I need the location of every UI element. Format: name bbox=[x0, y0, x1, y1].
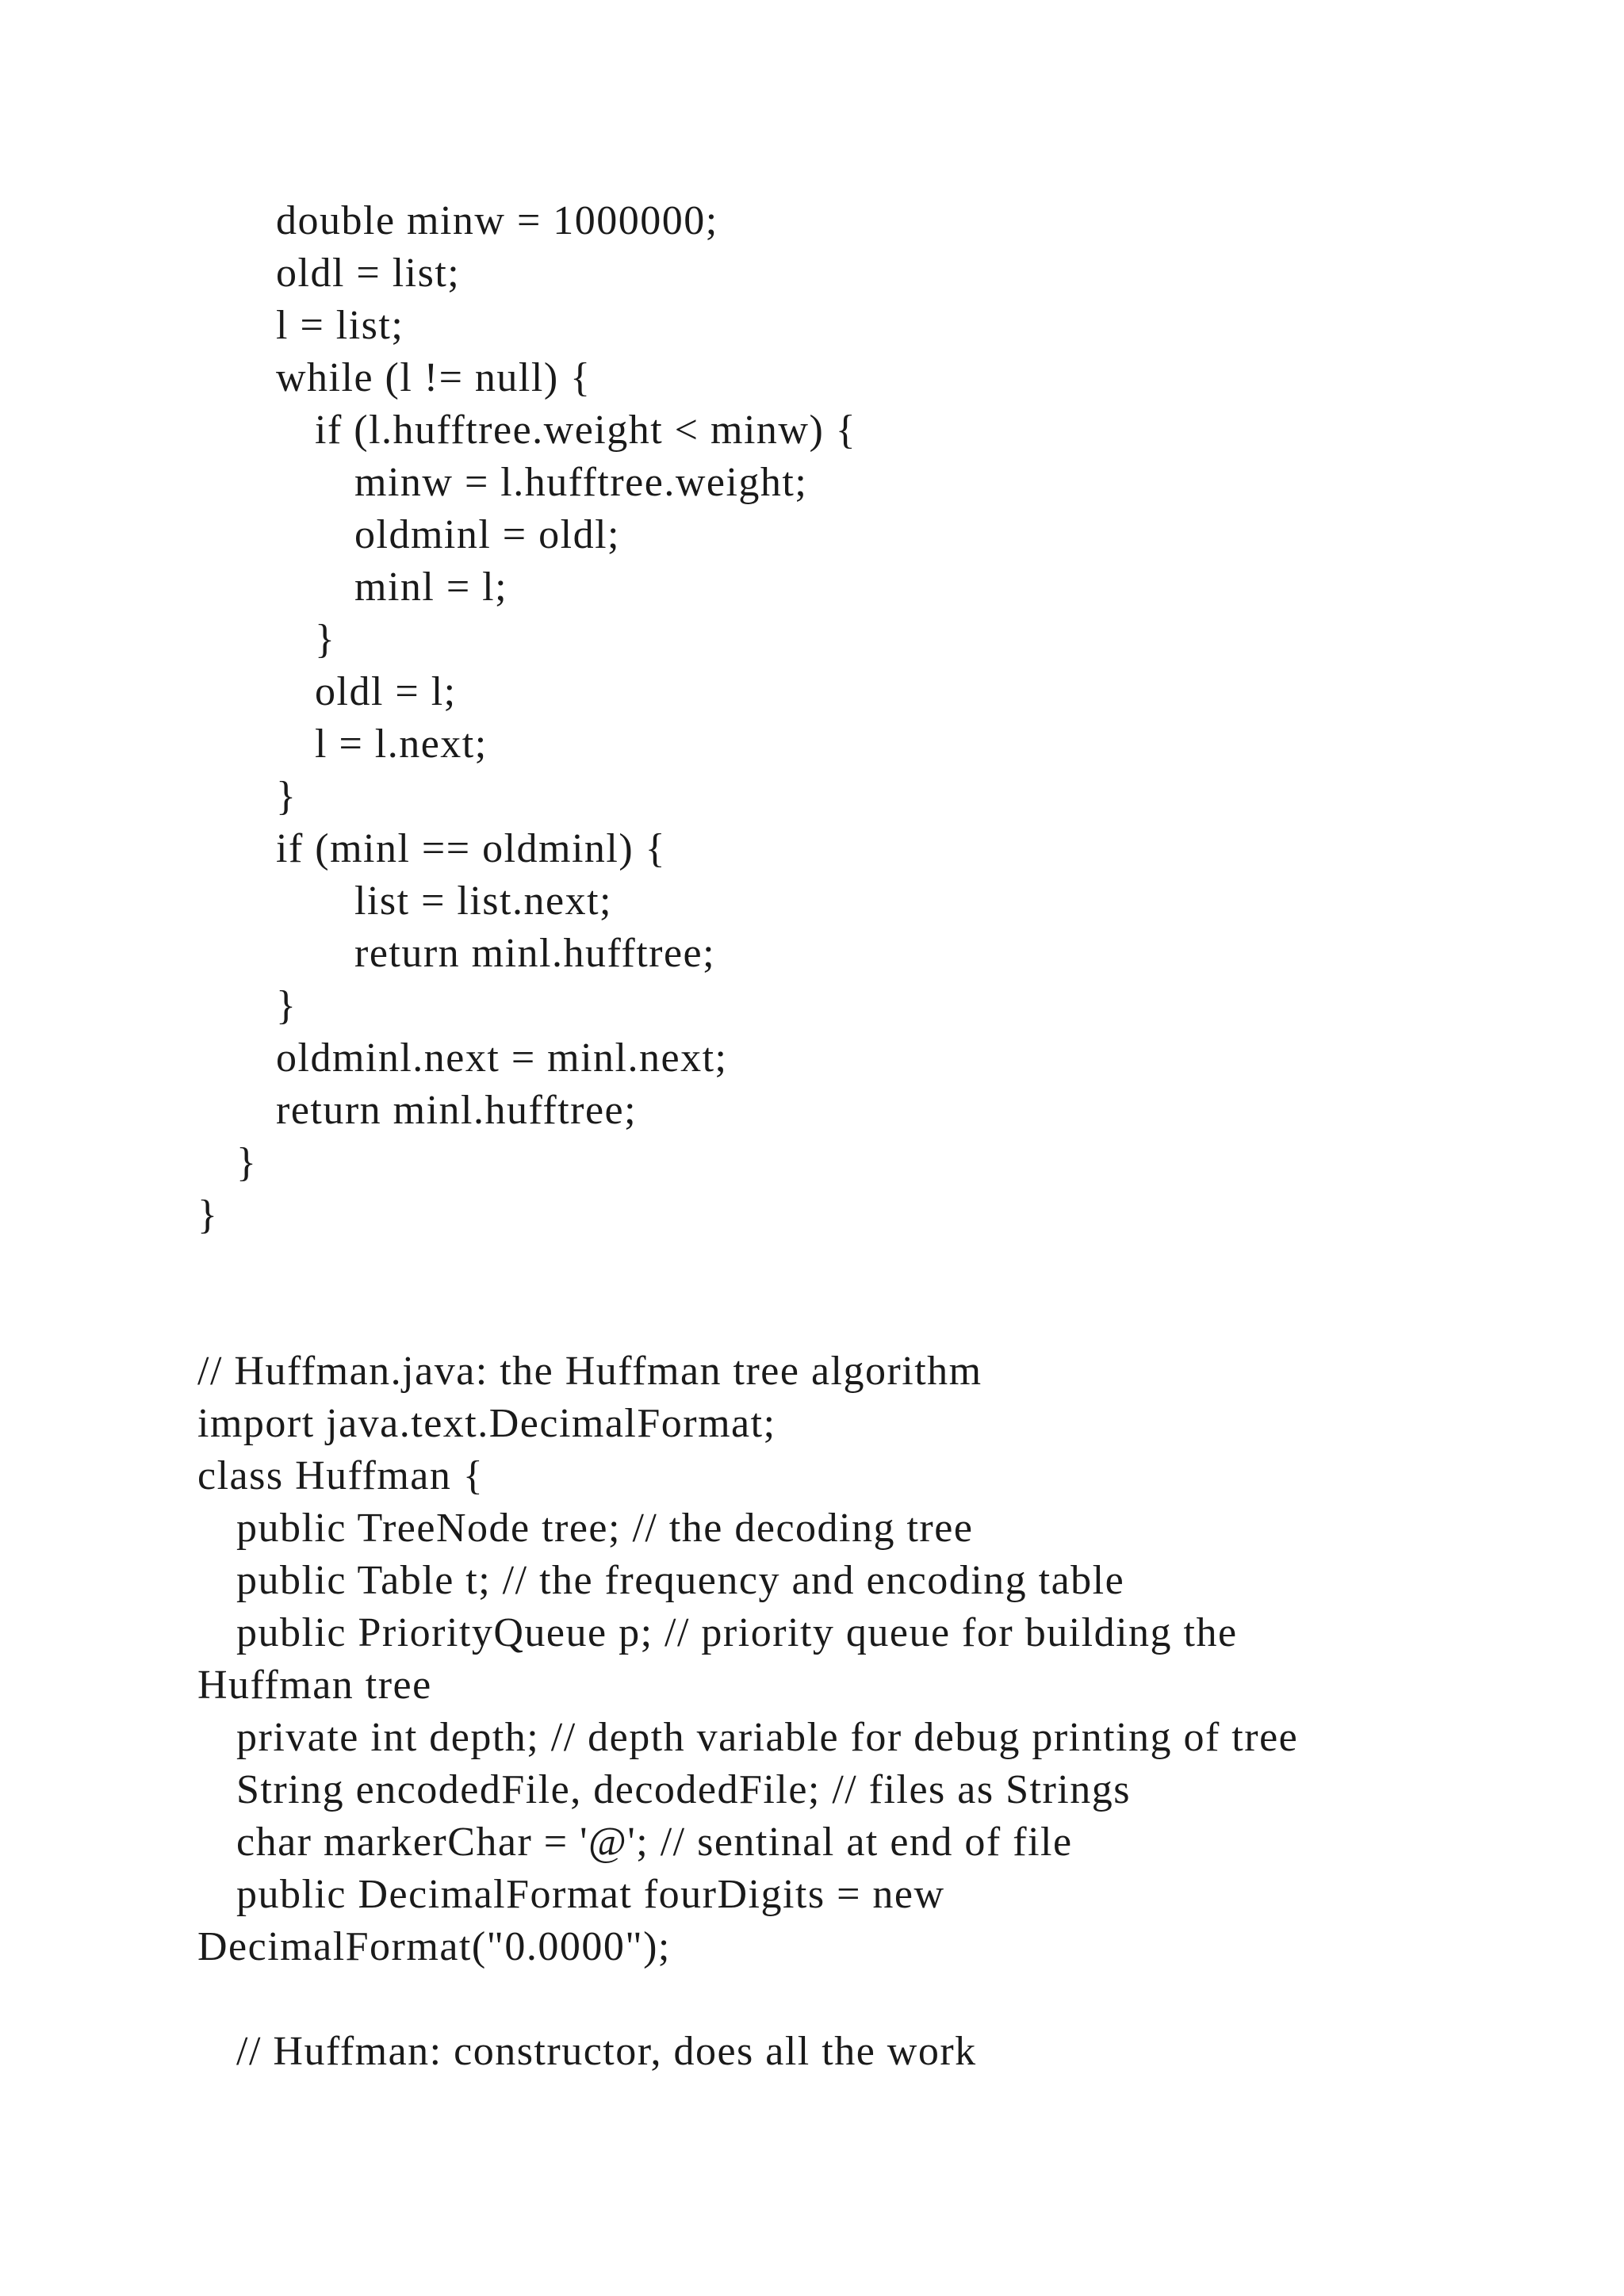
code-line: } bbox=[276, 983, 297, 1028]
code-line: if (minl == oldminl) { bbox=[276, 826, 667, 871]
code-line: while (l != null) { bbox=[276, 355, 592, 400]
code-line: l = l.next; bbox=[315, 721, 488, 767]
code-line: import java.text.DecimalFormat; bbox=[197, 1401, 776, 1446]
code-line: public PriorityQueue p; // priority queue for building the bbox=[236, 1610, 1238, 1655]
code-line: return minl.hufftree; bbox=[354, 931, 716, 976]
code-line: minl = l; bbox=[354, 564, 508, 610]
code-line: oldl = l; bbox=[315, 669, 457, 714]
code-comment-line: // Huffman.java: the Huffman tree algorithm bbox=[197, 1349, 982, 1394]
code-line: } bbox=[315, 617, 336, 662]
code-comment-line: // Huffman: constructor, does all the work bbox=[236, 2029, 977, 2074]
code-line: private int depth; // depth variable for debug printing of tree bbox=[236, 1715, 1299, 1760]
code-line: class Huffman { bbox=[197, 1453, 485, 1498]
code-line: oldl = list; bbox=[276, 251, 461, 296]
code-line: char markerChar = '@'; // sentinal at end of file bbox=[236, 1820, 1073, 1865]
code-line: } bbox=[276, 774, 297, 819]
code-line: public DecimalFormat fourDigits = new bbox=[236, 1872, 945, 1917]
code-line: } bbox=[197, 1192, 219, 1238]
code-line: Huffman tree bbox=[197, 1663, 432, 1708]
code-line: oldminl.next = minl.next; bbox=[276, 1035, 728, 1081]
code-line: String encodedFile, decodedFile; // files as Strings bbox=[236, 1767, 1131, 1812]
code-line: public TreeNode tree; // the decoding tree bbox=[236, 1506, 974, 1551]
code-line: l = list; bbox=[276, 303, 404, 348]
code-line: oldminl = oldl; bbox=[354, 512, 620, 557]
code-line: DecimalFormat("0.0000"); bbox=[197, 1924, 671, 1969]
code-line: minw = l.hufftree.weight; bbox=[354, 460, 808, 505]
code-line: list = list.next; bbox=[354, 878, 612, 924]
code-line: public Table t; // the frequency and encoding table bbox=[236, 1558, 1125, 1603]
code-line: } bbox=[236, 1140, 258, 1185]
code-line: double minw = 1000000; bbox=[276, 198, 718, 243]
code-line: if (l.hufftree.weight < minw) { bbox=[315, 408, 857, 453]
code-line: return minl.hufftree; bbox=[276, 1088, 638, 1133]
